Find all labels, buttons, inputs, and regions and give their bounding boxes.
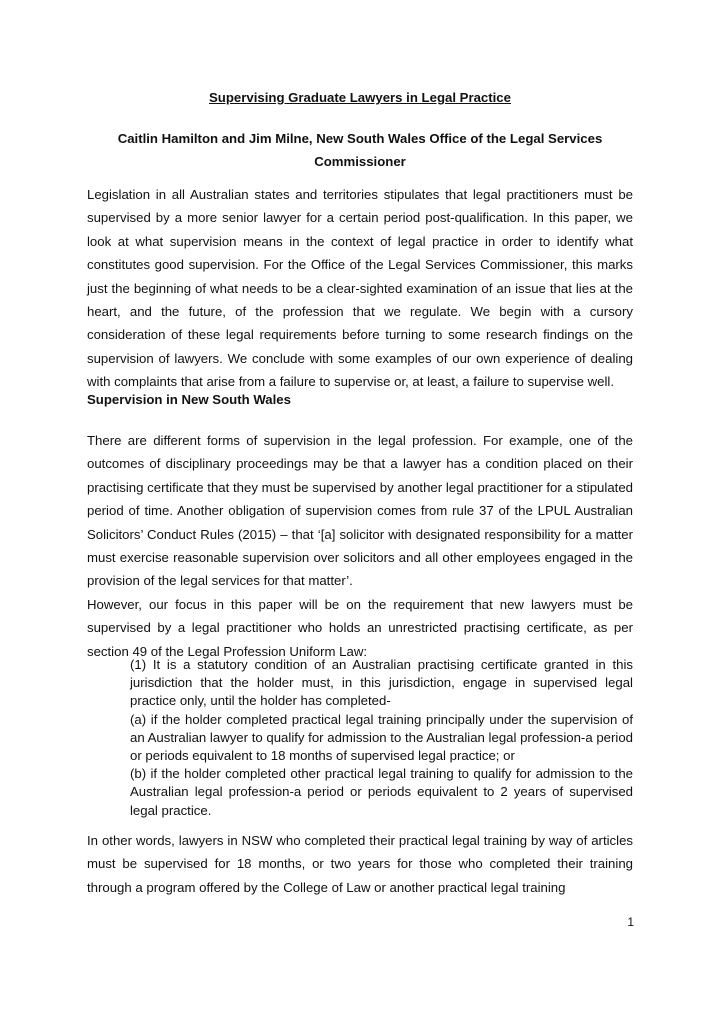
- quote-clause-a: (a) if the holder completed practical legal training principally under the supervision of an Australian lawyer to qualify for admission to the Australian legal profession-a period or periods equivalent to 18 months of supervised legal practice; or: [130, 711, 633, 764]
- body-paragraph-3: In other words, lawyers in NSW who completed their practical legal training by way of articles must be supervised for 18 months, or two years for those who completed their training through a program offered by the College of Law or another practical legal training: [87, 833, 633, 895]
- document-title: Supervising Graduate Lawyers in Legal Practice: [209, 90, 511, 105]
- section-heading: Supervision in New South Wales: [87, 392, 291, 407]
- page-number: 1: [627, 915, 634, 929]
- body-paragraph-2: However, our focus in this paper will be on the requirement that new lawyers must be supervised by a legal practitioner who holds an unrestricted practising certificate, as per section 49 of the Legal Profession Uniform Law:: [87, 597, 633, 659]
- quote-clause-1: (1) It is a statutory condition of an Australian practising certificate granted in this jurisdiction that the holder must, in this jurisdiction, engage in supervised legal practice only, until the holder has completed-: [130, 657, 633, 709]
- body-paragraph-1: There are different forms of supervision in the legal profession. For example, one of the outcomes of disciplinary proceedings may be that a lawyer has a condition placed on their practising certificate that they must be supervised by another legal practitioner for a stipulated period of time. Another obligation of supervision comes from rule 37 of the LPUL Australian Solicitors’ Conduct Rules (2015) – that ‘[a] solicitor with designated responsibility for a matter must exercise reasonable supervision over solicitors and all other employees engaged in the provision of the legal services for that matter’.: [87, 433, 633, 589]
- statute-quote: [130, 656, 633, 820]
- author-line: Caitlin Hamilton and Jim Milne, New South Wales Office of the Legal Services Commissioner: [117, 131, 603, 169]
- intro-paragraph: Legislation in all Australian states and territories stipulates that legal practitioners must be supervised by a more senior lawyer for a certain period post-qualification. In this paper, we look at what supervision means in the context of legal practice in order to identify what constitutes good supervision. For the Office of the Legal Services Commissioner, this marks just the beginning of what needs to be a clear-sighted examination of an issue that lies at the heart, and the future, of the profession that we regulate. We begin with a cursory consideration of these legal requirements before turning to some research findings on the supervision of lawyers. We conclude with some examples of our own experience of dealing with complaints that arise from a failure to supervise or, at least, a failure to supervise well.: [87, 187, 633, 390]
- quote-clause-b: (b) if the holder completed other practical legal training to qualify for admission to the Australian legal profession-a period or periods equivalent to 2 years of supervised legal practice.: [130, 766, 633, 818]
